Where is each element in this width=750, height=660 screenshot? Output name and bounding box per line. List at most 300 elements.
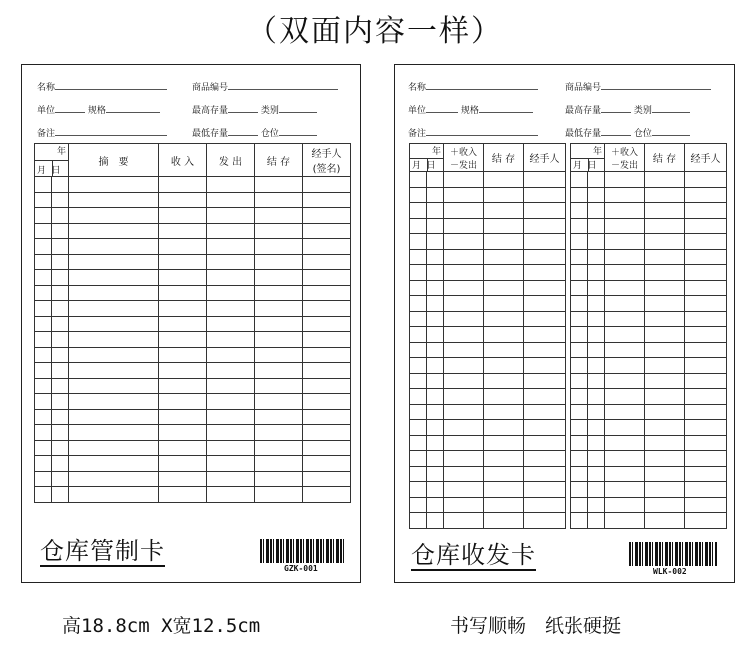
table-cell[interactable] <box>35 425 52 441</box>
table-cell[interactable] <box>69 347 159 363</box>
table-cell[interactable] <box>52 394 69 410</box>
table-cell[interactable] <box>645 373 685 389</box>
table-cell[interactable] <box>207 270 255 286</box>
table-cell[interactable] <box>410 435 427 451</box>
table-cell[interactable] <box>645 389 685 405</box>
table-cell[interactable] <box>255 394 303 410</box>
table-cell[interactable] <box>69 254 159 270</box>
table-cell[interactable] <box>207 177 255 193</box>
table-cell[interactable] <box>52 456 69 472</box>
table-cell[interactable] <box>685 187 727 203</box>
table-cell[interactable] <box>427 404 444 420</box>
table-cell[interactable] <box>255 363 303 379</box>
table-cell[interactable] <box>484 389 524 405</box>
table-cell[interactable] <box>524 234 566 250</box>
table-cell[interactable] <box>571 203 588 219</box>
table-cell[interactable] <box>255 409 303 425</box>
table-cell[interactable] <box>645 311 685 327</box>
table-cell[interactable] <box>685 373 727 389</box>
table-cell[interactable] <box>444 373 484 389</box>
table-cell[interactable] <box>255 440 303 456</box>
table-cell[interactable] <box>444 513 484 529</box>
table-cell[interactable] <box>605 311 645 327</box>
table-cell[interactable] <box>605 203 645 219</box>
table-cell[interactable] <box>571 327 588 343</box>
table-cell[interactable] <box>69 270 159 286</box>
table-cell[interactable] <box>524 203 566 219</box>
table-cell[interactable] <box>571 342 588 358</box>
table-cell[interactable] <box>444 358 484 374</box>
table-cell[interactable] <box>645 482 685 498</box>
table-cell[interactable] <box>484 358 524 374</box>
table-cell[interactable] <box>52 440 69 456</box>
table-cell[interactable] <box>303 239 351 255</box>
table-cell[interactable] <box>207 192 255 208</box>
table-cell[interactable] <box>484 466 524 482</box>
table-cell[interactable] <box>524 420 566 436</box>
table-cell[interactable] <box>410 265 427 281</box>
table-cell[interactable] <box>159 456 207 472</box>
table-cell[interactable] <box>645 172 685 188</box>
table-cell[interactable] <box>524 265 566 281</box>
table-cell[interactable] <box>427 203 444 219</box>
table-cell[interactable] <box>645 497 685 513</box>
table-cell[interactable] <box>484 218 524 234</box>
table-cell[interactable] <box>571 234 588 250</box>
table-cell[interactable] <box>588 373 605 389</box>
table-cell[interactable] <box>427 342 444 358</box>
table-cell[interactable] <box>588 172 605 188</box>
table-cell[interactable] <box>52 301 69 317</box>
table-cell[interactable] <box>444 172 484 188</box>
table-cell[interactable] <box>303 332 351 348</box>
table-cell[interactable] <box>207 471 255 487</box>
table-cell[interactable] <box>605 342 645 358</box>
table-cell[interactable] <box>571 249 588 265</box>
table-cell[interactable] <box>303 177 351 193</box>
table-cell[interactable] <box>207 332 255 348</box>
table-cell[interactable] <box>605 358 645 374</box>
table-cell[interactable] <box>159 239 207 255</box>
table-cell[interactable] <box>35 239 52 255</box>
table-cell[interactable] <box>524 172 566 188</box>
table-cell[interactable] <box>159 332 207 348</box>
table-cell[interactable] <box>685 404 727 420</box>
table-cell[interactable] <box>444 327 484 343</box>
table-cell[interactable] <box>571 358 588 374</box>
table-cell[interactable] <box>444 311 484 327</box>
table-cell[interactable] <box>35 471 52 487</box>
table-cell[interactable] <box>35 223 52 239</box>
table-cell[interactable] <box>645 218 685 234</box>
table-cell[interactable] <box>427 466 444 482</box>
table-cell[interactable] <box>35 208 52 224</box>
table-cell[interactable] <box>588 435 605 451</box>
table-cell[interactable] <box>645 203 685 219</box>
table-cell[interactable] <box>444 234 484 250</box>
table-cell[interactable] <box>69 409 159 425</box>
table-cell[interactable] <box>444 280 484 296</box>
table-cell[interactable] <box>685 342 727 358</box>
table-cell[interactable] <box>427 358 444 374</box>
table-cell[interactable] <box>159 270 207 286</box>
table-cell[interactable] <box>69 332 159 348</box>
table-cell[interactable] <box>588 280 605 296</box>
table-cell[interactable] <box>484 203 524 219</box>
table-cell[interactable] <box>255 301 303 317</box>
table-cell[interactable] <box>444 466 484 482</box>
table-cell[interactable] <box>685 280 727 296</box>
table-cell[interactable] <box>69 487 159 503</box>
table-cell[interactable] <box>484 280 524 296</box>
table-cell[interactable] <box>444 187 484 203</box>
table-cell[interactable] <box>524 373 566 389</box>
table-cell[interactable] <box>207 347 255 363</box>
table-cell[interactable] <box>255 487 303 503</box>
table-cell[interactable] <box>207 394 255 410</box>
table-cell[interactable] <box>524 497 566 513</box>
table-cell[interactable] <box>571 296 588 312</box>
table-cell[interactable] <box>410 249 427 265</box>
table-cell[interactable] <box>69 363 159 379</box>
table-cell[interactable] <box>69 223 159 239</box>
table-cell[interactable] <box>524 296 566 312</box>
table-cell[interactable] <box>588 342 605 358</box>
table-cell[interactable] <box>52 409 69 425</box>
table-cell[interactable] <box>484 311 524 327</box>
table-cell[interactable] <box>410 482 427 498</box>
table-cell[interactable] <box>484 327 524 343</box>
table-cell[interactable] <box>685 218 727 234</box>
table-cell[interactable] <box>410 358 427 374</box>
table-cell[interactable] <box>410 513 427 529</box>
table-cell[interactable] <box>52 487 69 503</box>
table-cell[interactable] <box>588 404 605 420</box>
table-cell[interactable] <box>484 404 524 420</box>
table-cell[interactable] <box>255 239 303 255</box>
table-cell[interactable] <box>69 208 159 224</box>
table-cell[interactable] <box>571 172 588 188</box>
table-cell[interactable] <box>484 482 524 498</box>
table-cell[interactable] <box>52 332 69 348</box>
table-cell[interactable] <box>303 301 351 317</box>
table-cell[interactable] <box>69 440 159 456</box>
table-cell[interactable] <box>303 456 351 472</box>
table-cell[interactable] <box>303 347 351 363</box>
table-cell[interactable] <box>207 409 255 425</box>
table-cell[interactable] <box>444 342 484 358</box>
table-cell[interactable] <box>571 311 588 327</box>
table-cell[interactable] <box>605 420 645 436</box>
table-cell[interactable] <box>52 363 69 379</box>
table-cell[interactable] <box>645 280 685 296</box>
table-cell[interactable] <box>410 187 427 203</box>
table-cell[interactable] <box>427 172 444 188</box>
table-cell[interactable] <box>685 358 727 374</box>
table-cell[interactable] <box>69 456 159 472</box>
table-cell[interactable] <box>303 425 351 441</box>
table-cell[interactable] <box>588 234 605 250</box>
table-cell[interactable] <box>588 358 605 374</box>
table-cell[interactable] <box>410 203 427 219</box>
table-cell[interactable] <box>571 373 588 389</box>
table-cell[interactable] <box>207 239 255 255</box>
table-cell[interactable] <box>52 471 69 487</box>
table-cell[interactable] <box>605 451 645 467</box>
table-cell[interactable] <box>571 420 588 436</box>
table-cell[interactable] <box>255 177 303 193</box>
table-cell[interactable] <box>255 332 303 348</box>
table-cell[interactable] <box>255 316 303 332</box>
table-cell[interactable] <box>410 280 427 296</box>
table-cell[interactable] <box>605 187 645 203</box>
table-cell[interactable] <box>571 435 588 451</box>
table-cell[interactable] <box>484 420 524 436</box>
table-cell[interactable] <box>35 487 52 503</box>
table-cell[interactable] <box>69 285 159 301</box>
table-cell[interactable] <box>605 234 645 250</box>
table-cell[interactable] <box>685 466 727 482</box>
table-cell[interactable] <box>524 482 566 498</box>
table-cell[interactable] <box>303 440 351 456</box>
table-cell[interactable] <box>605 373 645 389</box>
table-cell[interactable] <box>207 378 255 394</box>
table-cell[interactable] <box>207 425 255 441</box>
table-cell[interactable] <box>645 327 685 343</box>
table-cell[interactable] <box>69 239 159 255</box>
table-cell[interactable] <box>410 296 427 312</box>
table-cell[interactable] <box>255 254 303 270</box>
table-cell[interactable] <box>35 363 52 379</box>
table-cell[interactable] <box>159 223 207 239</box>
table-cell[interactable] <box>524 311 566 327</box>
table-cell[interactable] <box>444 389 484 405</box>
table-cell[interactable] <box>52 239 69 255</box>
table-cell[interactable] <box>524 342 566 358</box>
table-cell[interactable] <box>427 280 444 296</box>
table-cell[interactable] <box>645 265 685 281</box>
table-cell[interactable] <box>255 270 303 286</box>
table-cell[interactable] <box>69 378 159 394</box>
table-cell[interactable] <box>159 347 207 363</box>
table-cell[interactable] <box>207 208 255 224</box>
table-cell[interactable] <box>35 347 52 363</box>
table-cell[interactable] <box>484 249 524 265</box>
table-cell[interactable] <box>427 451 444 467</box>
table-cell[interactable] <box>444 203 484 219</box>
table-cell[interactable] <box>207 285 255 301</box>
table-cell[interactable] <box>303 285 351 301</box>
table-cell[interactable] <box>35 378 52 394</box>
table-cell[interactable] <box>52 223 69 239</box>
table-cell[interactable] <box>645 342 685 358</box>
table-cell[interactable] <box>588 513 605 529</box>
table-cell[interactable] <box>588 187 605 203</box>
table-cell[interactable] <box>35 456 52 472</box>
table-cell[interactable] <box>685 203 727 219</box>
table-cell[interactable] <box>427 482 444 498</box>
table-cell[interactable] <box>524 451 566 467</box>
table-cell[interactable] <box>571 451 588 467</box>
table-cell[interactable] <box>524 280 566 296</box>
table-cell[interactable] <box>588 265 605 281</box>
table-cell[interactable] <box>427 513 444 529</box>
table-cell[interactable] <box>588 389 605 405</box>
table-cell[interactable] <box>207 487 255 503</box>
table-cell[interactable] <box>159 378 207 394</box>
table-cell[interactable] <box>524 218 566 234</box>
table-cell[interactable] <box>427 389 444 405</box>
table-cell[interactable] <box>410 451 427 467</box>
table-cell[interactable] <box>484 187 524 203</box>
table-cell[interactable] <box>410 172 427 188</box>
table-cell[interactable] <box>444 482 484 498</box>
table-cell[interactable] <box>685 497 727 513</box>
table-cell[interactable] <box>571 218 588 234</box>
table-cell[interactable] <box>444 435 484 451</box>
table-cell[interactable] <box>685 513 727 529</box>
table-cell[interactable] <box>35 192 52 208</box>
table-cell[interactable] <box>685 172 727 188</box>
table-cell[interactable] <box>484 296 524 312</box>
table-cell[interactable] <box>685 389 727 405</box>
table-cell[interactable] <box>69 394 159 410</box>
table-cell[interactable] <box>444 451 484 467</box>
table-cell[interactable] <box>588 482 605 498</box>
table-cell[interactable] <box>255 223 303 239</box>
table-cell[interactable] <box>35 409 52 425</box>
table-cell[interactable] <box>410 327 427 343</box>
table-cell[interactable] <box>605 296 645 312</box>
table-cell[interactable] <box>484 172 524 188</box>
table-cell[interactable] <box>524 187 566 203</box>
table-cell[interactable] <box>571 280 588 296</box>
table-cell[interactable] <box>303 208 351 224</box>
table-cell[interactable] <box>35 332 52 348</box>
table-cell[interactable] <box>255 425 303 441</box>
table-cell[interactable] <box>159 316 207 332</box>
table-cell[interactable] <box>571 513 588 529</box>
table-cell[interactable] <box>255 456 303 472</box>
table-cell[interactable] <box>207 316 255 332</box>
table-cell[interactable] <box>444 420 484 436</box>
table-cell[interactable] <box>685 420 727 436</box>
table-cell[interactable] <box>588 203 605 219</box>
table-cell[interactable] <box>159 177 207 193</box>
table-cell[interactable] <box>427 187 444 203</box>
table-cell[interactable] <box>52 192 69 208</box>
table-cell[interactable] <box>571 466 588 482</box>
table-cell[interactable] <box>605 218 645 234</box>
table-cell[interactable] <box>159 254 207 270</box>
table-cell[interactable] <box>35 270 52 286</box>
table-cell[interactable] <box>410 218 427 234</box>
table-cell[interactable] <box>588 466 605 482</box>
table-cell[interactable] <box>444 249 484 265</box>
table-cell[interactable] <box>588 249 605 265</box>
table-cell[interactable] <box>588 451 605 467</box>
table-cell[interactable] <box>303 409 351 425</box>
table-cell[interactable] <box>410 311 427 327</box>
table-cell[interactable] <box>410 373 427 389</box>
table-cell[interactable] <box>524 358 566 374</box>
table-cell[interactable] <box>159 285 207 301</box>
table-cell[interactable] <box>645 187 685 203</box>
table-cell[interactable] <box>303 471 351 487</box>
table-cell[interactable] <box>588 218 605 234</box>
table-cell[interactable] <box>588 296 605 312</box>
table-cell[interactable] <box>524 249 566 265</box>
table-cell[interactable] <box>35 254 52 270</box>
table-cell[interactable] <box>303 254 351 270</box>
table-cell[interactable] <box>52 177 69 193</box>
table-cell[interactable] <box>35 394 52 410</box>
table-cell[interactable] <box>685 249 727 265</box>
table-cell[interactable] <box>52 316 69 332</box>
table-cell[interactable] <box>410 342 427 358</box>
table-cell[interactable] <box>52 425 69 441</box>
table-cell[interactable] <box>207 254 255 270</box>
table-cell[interactable] <box>588 327 605 343</box>
table-cell[interactable] <box>605 404 645 420</box>
table-cell[interactable] <box>571 187 588 203</box>
table-cell[interactable] <box>303 316 351 332</box>
table-cell[interactable] <box>410 466 427 482</box>
table-cell[interactable] <box>69 425 159 441</box>
table-cell[interactable] <box>35 316 52 332</box>
table-cell[interactable] <box>524 327 566 343</box>
table-cell[interactable] <box>571 265 588 281</box>
table-cell[interactable] <box>524 513 566 529</box>
table-cell[interactable] <box>484 497 524 513</box>
table-cell[interactable] <box>645 404 685 420</box>
table-cell[interactable] <box>255 285 303 301</box>
table-cell[interactable] <box>303 378 351 394</box>
table-cell[interactable] <box>605 513 645 529</box>
table-cell[interactable] <box>685 327 727 343</box>
table-cell[interactable] <box>571 389 588 405</box>
table-cell[interactable] <box>605 280 645 296</box>
table-cell[interactable] <box>159 409 207 425</box>
table-cell[interactable] <box>571 404 588 420</box>
table-cell[interactable] <box>427 311 444 327</box>
table-cell[interactable] <box>207 440 255 456</box>
table-cell[interactable] <box>255 378 303 394</box>
table-cell[interactable] <box>605 265 645 281</box>
table-cell[interactable] <box>524 466 566 482</box>
table-cell[interactable] <box>605 172 645 188</box>
table-cell[interactable] <box>35 177 52 193</box>
table-cell[interactable] <box>427 497 444 513</box>
table-cell[interactable] <box>645 513 685 529</box>
table-cell[interactable] <box>484 435 524 451</box>
table-cell[interactable] <box>303 487 351 503</box>
table-cell[interactable] <box>303 363 351 379</box>
table-cell[interactable] <box>645 296 685 312</box>
table-cell[interactable] <box>35 301 52 317</box>
table-cell[interactable] <box>410 420 427 436</box>
table-cell[interactable] <box>159 394 207 410</box>
table-cell[interactable] <box>484 265 524 281</box>
table-cell[interactable] <box>159 192 207 208</box>
table-cell[interactable] <box>207 223 255 239</box>
table-cell[interactable] <box>207 456 255 472</box>
table-cell[interactable] <box>524 435 566 451</box>
table-cell[interactable] <box>484 513 524 529</box>
table-cell[interactable] <box>444 404 484 420</box>
table-cell[interactable] <box>207 301 255 317</box>
table-cell[interactable] <box>255 471 303 487</box>
